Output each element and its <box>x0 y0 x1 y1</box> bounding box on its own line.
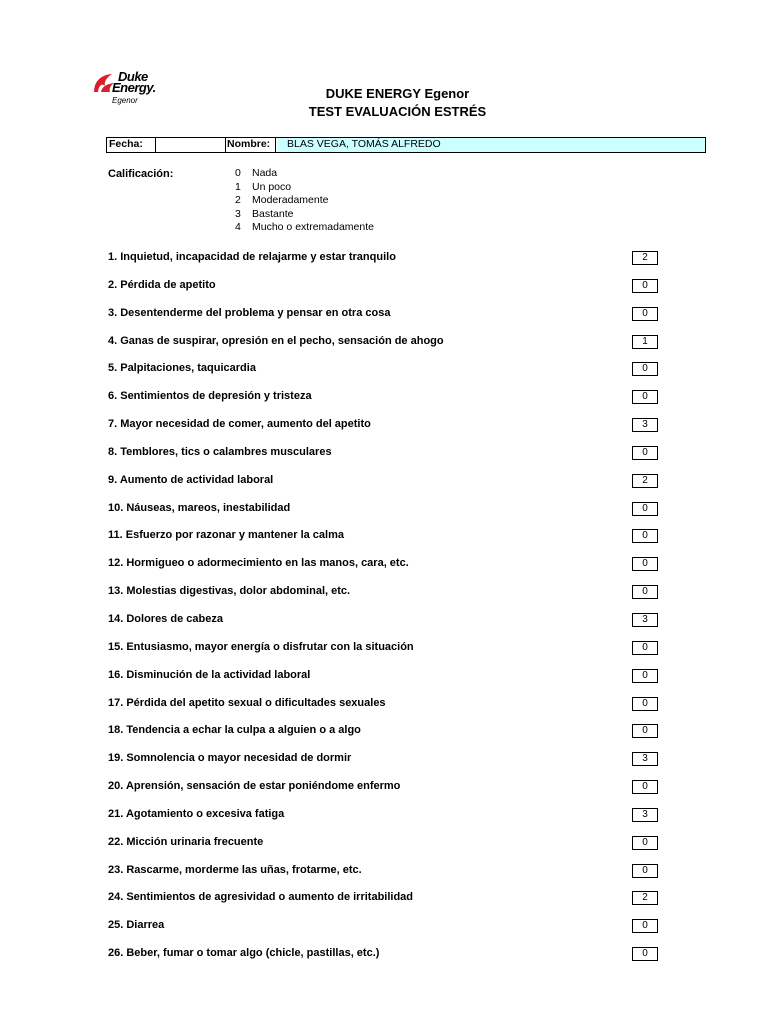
question-answer-box[interactable]: 0 <box>632 919 658 933</box>
rating-scale-legend <box>235 167 374 235</box>
question-text: 7. Mayor necesidad de comer, aumento del apetito <box>108 418 371 431</box>
question-text: 15. Entusiasmo, mayor energía o disfrutar con la situación <box>108 640 414 653</box>
scale-item-number: 4 <box>235 221 241 233</box>
question-row <box>108 641 668 669</box>
question-row <box>108 864 668 892</box>
question-text: 8. Temblores, tics o calambres musculares <box>108 445 332 458</box>
scale-item-text: Moderadamente <box>252 194 329 206</box>
question-answer-box[interactable]: 0 <box>632 529 658 543</box>
question-text: 14. Dolores de cabeza <box>108 612 223 625</box>
question-row <box>108 808 668 836</box>
question-answer-box[interactable]: 0 <box>632 279 658 293</box>
question-answer-box[interactable]: 2 <box>632 474 658 488</box>
info-row <box>106 137 706 153</box>
question-answer-box[interactable]: 2 <box>632 891 658 905</box>
question-row <box>108 724 668 752</box>
scale-item <box>235 221 374 235</box>
fecha-label: Fecha: <box>107 138 156 152</box>
question-text: 12. Hormigueo o adormecimiento en las manos, cara, etc. <box>108 557 409 570</box>
question-row <box>108 752 668 780</box>
question-answer-box[interactable]: 0 <box>632 557 658 571</box>
question-row <box>108 390 668 418</box>
question-text: 18. Tendencia a echar la culpa a alguien o a algo <box>108 724 361 737</box>
question-row <box>108 947 668 975</box>
question-text: 17. Pérdida del apetito sexual o dificultades sexuales <box>108 696 386 709</box>
logo-line1: Duke <box>118 69 148 84</box>
nombre-label: Nombre: <box>227 138 276 152</box>
scale-item <box>235 167 374 181</box>
question-row <box>108 335 668 363</box>
question-answer-box[interactable]: 0 <box>632 362 658 376</box>
question-row <box>108 446 668 474</box>
page-title: DUKE ENERGY Egenor <box>325 86 470 101</box>
question-text: 23. Rascarme, morderme las uñas, frotarme, etc. <box>108 863 362 876</box>
question-text: 26. Beber, fumar o tomar algo (chicle, pastillas, etc.) <box>108 947 380 960</box>
question-answer-box[interactable]: 0 <box>632 446 658 460</box>
question-answer-box[interactable]: 0 <box>632 836 658 850</box>
scale-item <box>235 194 374 208</box>
question-text: 6. Sentimientos de depresión y tristeza <box>108 390 312 403</box>
question-row <box>108 585 668 613</box>
scale-item <box>235 208 374 222</box>
question-answer-box[interactable]: 0 <box>632 864 658 878</box>
question-text: 16. Disminución de la actividad laboral <box>108 668 311 681</box>
question-answer-box[interactable]: 3 <box>632 752 658 766</box>
question-row <box>108 502 668 530</box>
question-answer-box[interactable]: 0 <box>632 585 658 599</box>
scale-item-number: 3 <box>235 207 241 220</box>
question-text: 13. Molestias digestivas, dolor abdominal, etc. <box>108 585 351 598</box>
question-answer-box[interactable]: 3 <box>632 808 658 822</box>
question-answer-box[interactable]: 3 <box>632 613 658 627</box>
question-list <box>108 251 668 975</box>
question-text: 22. Micción urinaria frecuente <box>108 835 264 848</box>
question-answer-box[interactable]: 3 <box>632 418 658 432</box>
question-row <box>108 613 668 641</box>
scale-item <box>235 181 374 195</box>
question-row <box>108 362 668 390</box>
scale-item-number: 0 <box>235 167 241 179</box>
question-row <box>108 251 668 279</box>
question-answer-box[interactable]: 0 <box>632 780 658 794</box>
fecha-field[interactable] <box>155 138 226 152</box>
question-text: 11. Esfuerzo por razonar y mantener la calma <box>108 529 344 542</box>
question-answer-box[interactable]: 0 <box>632 641 658 655</box>
question-row <box>108 418 668 446</box>
question-text: 19. Somnolencia o mayor necesidad de dormir <box>108 752 352 765</box>
question-answer-box[interactable]: 0 <box>632 502 658 516</box>
question-row <box>108 279 668 307</box>
question-answer-box[interactable]: 0 <box>632 697 658 711</box>
question-text: 9. Aumento de actividad laboral <box>108 473 274 486</box>
question-answer-box[interactable]: 0 <box>632 390 658 404</box>
logo-line2: Energy. <box>112 80 156 95</box>
question-answer-box[interactable]: 0 <box>632 947 658 961</box>
scale-item-text: Bastante <box>252 207 294 220</box>
question-text: 4. Ganas de suspirar, opresión en el pecho, sensación de ahogo <box>108 334 444 347</box>
question-row <box>108 780 668 808</box>
question-text: 25. Diarrea <box>108 919 165 932</box>
question-text: 5. Palpitaciones, taquicardia <box>108 362 256 375</box>
question-row <box>108 307 668 335</box>
question-answer-box[interactable]: 0 <box>632 724 658 738</box>
question-text: 20. Aprensión, sensación de estar poniéndome enfermo <box>108 780 401 793</box>
page-subtitle: TEST EVALUACIÓN ESTRÉS <box>308 104 487 119</box>
question-row <box>108 474 668 502</box>
question-row <box>108 836 668 864</box>
question-text: 10. Náuseas, mareos, inestabilidad <box>108 501 291 514</box>
nombre-field[interactable]: BLAS VEGA, TOMÁS ALFREDO <box>277 138 705 152</box>
question-answer-box[interactable]: 1 <box>632 335 658 349</box>
question-row <box>108 697 668 725</box>
scale-item-text: Mucho o extremadamente <box>252 221 374 233</box>
question-text: 3. Desentenderme del problema y pensar en otra cosa <box>108 306 391 319</box>
logo-line3: Egenor <box>112 96 138 105</box>
question-row <box>108 529 668 557</box>
scale-item-number: 2 <box>235 194 241 206</box>
question-row <box>108 669 668 697</box>
scale-item-text: Un poco <box>252 180 292 193</box>
question-row <box>108 919 668 947</box>
question-text: 24. Sentimientos de agresividad o aumento de irritabilidad <box>108 891 414 904</box>
scale-item-text: Nada <box>252 167 278 179</box>
question-row <box>108 891 668 919</box>
question-row <box>108 557 668 585</box>
question-answer-box[interactable]: 0 <box>632 307 658 321</box>
question-text: 2. Pérdida de apetito <box>108 278 216 291</box>
question-text: 21. Agotamiento o excesiva fatiga <box>108 807 285 820</box>
question-answer-box[interactable]: 2 <box>632 251 658 265</box>
calificacion-label: Calificación: <box>108 168 174 180</box>
scale-item-number: 1 <box>235 180 241 193</box>
question-text: 1. Inquietud, incapacidad de relajarme y estar tranquilo <box>108 251 396 263</box>
question-answer-box[interactable]: 0 <box>632 669 658 683</box>
